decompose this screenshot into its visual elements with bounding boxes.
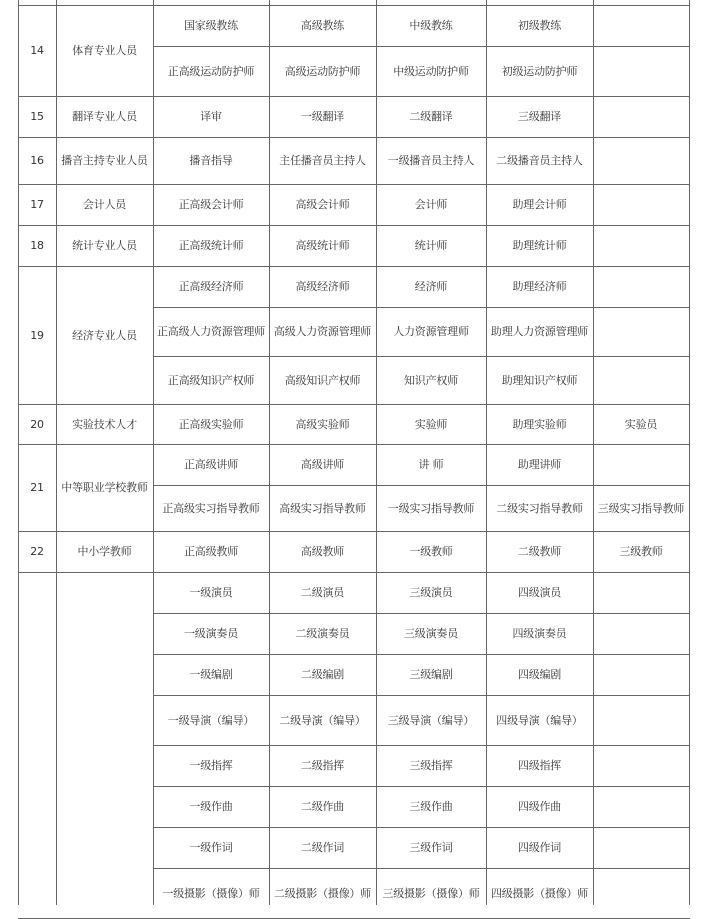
level-cell: 助理经济师 bbox=[512, 280, 567, 293]
level-cell: 二级编剧 bbox=[300, 668, 345, 681]
row-number-cell: 21 bbox=[30, 481, 44, 494]
level-cell: 统计师 bbox=[414, 239, 448, 252]
level-cell: 正高级统计师 bbox=[178, 239, 244, 252]
level-cell: 正高级实验师 bbox=[178, 417, 244, 431]
column-divider bbox=[689, 0, 690, 905]
level-cell: 高级经济师 bbox=[295, 280, 350, 293]
level-cell: 一级翻译 bbox=[300, 110, 345, 123]
level-cell bbox=[593, 572, 689, 613]
level-cell bbox=[593, 695, 689, 745]
level-cell: 正高级实习指导教师 bbox=[162, 501, 260, 515]
level-cell: 一级实习指导教师 bbox=[387, 501, 475, 515]
level-cell bbox=[593, 868, 689, 918]
level-cell bbox=[593, 46, 689, 96]
level-cell: 实验师 bbox=[414, 417, 448, 431]
level-cell: 实验员 bbox=[624, 417, 658, 431]
level-cell: 助理讲师 bbox=[517, 458, 562, 471]
level-cell: 中级教练 bbox=[409, 19, 453, 32]
level-cell: 三级编剧 bbox=[409, 668, 453, 681]
level-cell: 高级教师 bbox=[300, 545, 345, 558]
level-cell: 高级运动防护师 bbox=[284, 64, 361, 78]
category-cell: 翻译专业人员 bbox=[72, 110, 137, 123]
category-cell: 播音主持专业人员 bbox=[61, 154, 148, 167]
level-cell: 四级指挥 bbox=[517, 759, 562, 772]
level-cell: 高级人力资源管理师 bbox=[273, 325, 372, 338]
level-cell bbox=[593, 184, 689, 225]
level-cell: 三级教师 bbox=[619, 545, 663, 558]
level-cell: 四级演奏员 bbox=[512, 627, 567, 640]
row-number-cell: 17 bbox=[30, 198, 44, 211]
category-cell: 实验技术人才 bbox=[72, 417, 137, 431]
column-divider bbox=[153, 0, 154, 905]
level-cell: 三级作曲 bbox=[409, 800, 453, 813]
level-cell: 二级翻译 bbox=[409, 110, 453, 123]
level-cell: 知识产权师 bbox=[404, 373, 458, 387]
column-divider bbox=[18, 0, 19, 905]
level-cell bbox=[593, 266, 689, 307]
level-cell: 三级翻译 bbox=[517, 110, 562, 123]
level-cell: 四级作词 bbox=[517, 841, 562, 854]
level-cell: 高级教练 bbox=[300, 19, 345, 32]
level-cell: 一级指挥 bbox=[189, 759, 233, 772]
row-number-cell: 18 bbox=[30, 239, 44, 252]
column-divider bbox=[269, 0, 270, 905]
level-cell bbox=[593, 96, 689, 137]
level-cell: 正高级经济师 bbox=[178, 280, 244, 293]
level-cell: 人力资源管理师 bbox=[393, 325, 469, 338]
category-cell bbox=[56, 572, 153, 918]
level-cell bbox=[593, 137, 689, 184]
level-cell: 四级导演（编导） bbox=[496, 713, 583, 727]
level-cell: 助理知识产权师 bbox=[501, 373, 578, 387]
level-cell: 二级摄影（摄像）师 bbox=[273, 886, 372, 900]
level-cell bbox=[593, 307, 689, 356]
level-cell: 三级导演（编导） bbox=[387, 713, 475, 727]
level-cell: 一级教师 bbox=[409, 545, 453, 558]
level-cell: 中级运动防护师 bbox=[393, 64, 469, 78]
row-number-cell: 20 bbox=[30, 417, 44, 431]
row-number-cell: 15 bbox=[30, 110, 44, 123]
column-divider bbox=[593, 0, 594, 905]
level-cell: 二级教师 bbox=[517, 545, 562, 558]
level-cell bbox=[593, 5, 689, 46]
level-cell: 高级实习指导教师 bbox=[279, 501, 366, 515]
level-cell: 播音指导 bbox=[189, 154, 233, 167]
level-cell: 一级演员 bbox=[189, 586, 233, 599]
level-cell: 正高级运动防护师 bbox=[167, 64, 255, 78]
level-cell: 二级演员 bbox=[300, 586, 345, 599]
level-cell: 主任播音员主持人 bbox=[279, 154, 366, 167]
column-divider bbox=[56, 0, 57, 905]
level-cell bbox=[593, 654, 689, 695]
category-cell: 体育专业人员 bbox=[72, 44, 137, 57]
level-cell: 初级运动防护师 bbox=[501, 64, 578, 78]
row-number-cell: 14 bbox=[30, 44, 44, 57]
level-cell: 二级指挥 bbox=[300, 759, 345, 772]
level-cell: 经济师 bbox=[414, 280, 448, 293]
level-cell bbox=[593, 786, 689, 827]
level-cell bbox=[593, 444, 689, 485]
level-cell: 一级导演（编导） bbox=[167, 713, 255, 727]
level-cell bbox=[593, 827, 689, 868]
level-cell: 译审 bbox=[200, 110, 222, 123]
level-cell: 正高级知识产权师 bbox=[167, 373, 255, 387]
level-cell: 国家级教练 bbox=[184, 19, 238, 32]
column-divider bbox=[486, 0, 487, 905]
column-divider bbox=[376, 0, 377, 905]
level-cell: 一级编剧 bbox=[189, 668, 233, 681]
level-cell: 初级教练 bbox=[517, 19, 562, 32]
category-cell: 中等职业学校教师 bbox=[61, 481, 148, 494]
category-cell: 中小学教师 bbox=[77, 545, 132, 558]
level-cell: 一级播音员主持人 bbox=[387, 154, 475, 167]
level-cell bbox=[593, 613, 689, 654]
category-cell: 统计专业人员 bbox=[72, 239, 137, 252]
level-cell: 三级作词 bbox=[409, 841, 453, 854]
level-cell: 高级统计师 bbox=[295, 239, 350, 252]
level-cell: 三级指挥 bbox=[409, 759, 453, 772]
level-cell: 四级作曲 bbox=[517, 800, 562, 813]
level-cell: 正高级教师 bbox=[184, 545, 238, 558]
level-cell: 二级实习指导教师 bbox=[496, 501, 583, 515]
level-cell: 二级作词 bbox=[300, 841, 345, 854]
level-cell: 助理统计师 bbox=[512, 239, 567, 252]
level-cell: 一级演奏员 bbox=[184, 627, 238, 640]
level-cell: 一级作曲 bbox=[189, 800, 233, 813]
level-cell bbox=[593, 745, 689, 786]
row-number-cell: 16 bbox=[30, 154, 44, 167]
level-cell: 高级会计师 bbox=[295, 198, 350, 211]
category-cell: 会计人员 bbox=[82, 198, 127, 211]
level-cell: 二级播音员主持人 bbox=[496, 154, 583, 167]
level-cell: 四级编剧 bbox=[517, 668, 562, 681]
level-cell: 高级知识产权师 bbox=[284, 373, 361, 387]
level-cell: 二级演奏员 bbox=[295, 627, 350, 640]
level-cell: 二级导演（编导） bbox=[279, 713, 366, 727]
row-number-cell: 19 bbox=[30, 328, 44, 342]
level-cell: 高级实验师 bbox=[295, 417, 350, 431]
level-cell: 一级摄影（摄像）师 bbox=[162, 886, 260, 900]
level-cell: 正高级讲师 bbox=[184, 458, 238, 471]
level-cell: 助理会计师 bbox=[512, 198, 567, 211]
level-cell: 正高级人力资源管理师 bbox=[157, 325, 265, 338]
level-cell: 四级摄影（摄像）师 bbox=[490, 886, 589, 900]
level-cell: 高级讲师 bbox=[300, 458, 345, 471]
level-cell bbox=[593, 225, 689, 266]
level-cell: 助理实验师 bbox=[512, 417, 567, 431]
level-cell: 三级摄影（摄像）师 bbox=[382, 886, 480, 900]
level-cell: 三级演员 bbox=[409, 586, 453, 599]
level-cell: 四级演员 bbox=[517, 586, 562, 599]
level-cell bbox=[593, 356, 689, 404]
level-cell: 二级作曲 bbox=[300, 800, 345, 813]
level-cell: 助理人力资源管理师 bbox=[490, 325, 589, 338]
level-cell: 三级实习指导教师 bbox=[597, 501, 685, 515]
level-cell: 一级作词 bbox=[189, 841, 233, 854]
level-cell: 讲 师 bbox=[418, 458, 444, 471]
row-number-cell: 22 bbox=[30, 545, 44, 558]
row-number-cell bbox=[18, 572, 56, 918]
level-cell: 会计师 bbox=[414, 198, 448, 211]
level-cell: 正高级会计师 bbox=[178, 198, 244, 211]
category-cell: 经济专业人员 bbox=[72, 328, 137, 342]
level-cell: 三级演奏员 bbox=[404, 627, 458, 640]
